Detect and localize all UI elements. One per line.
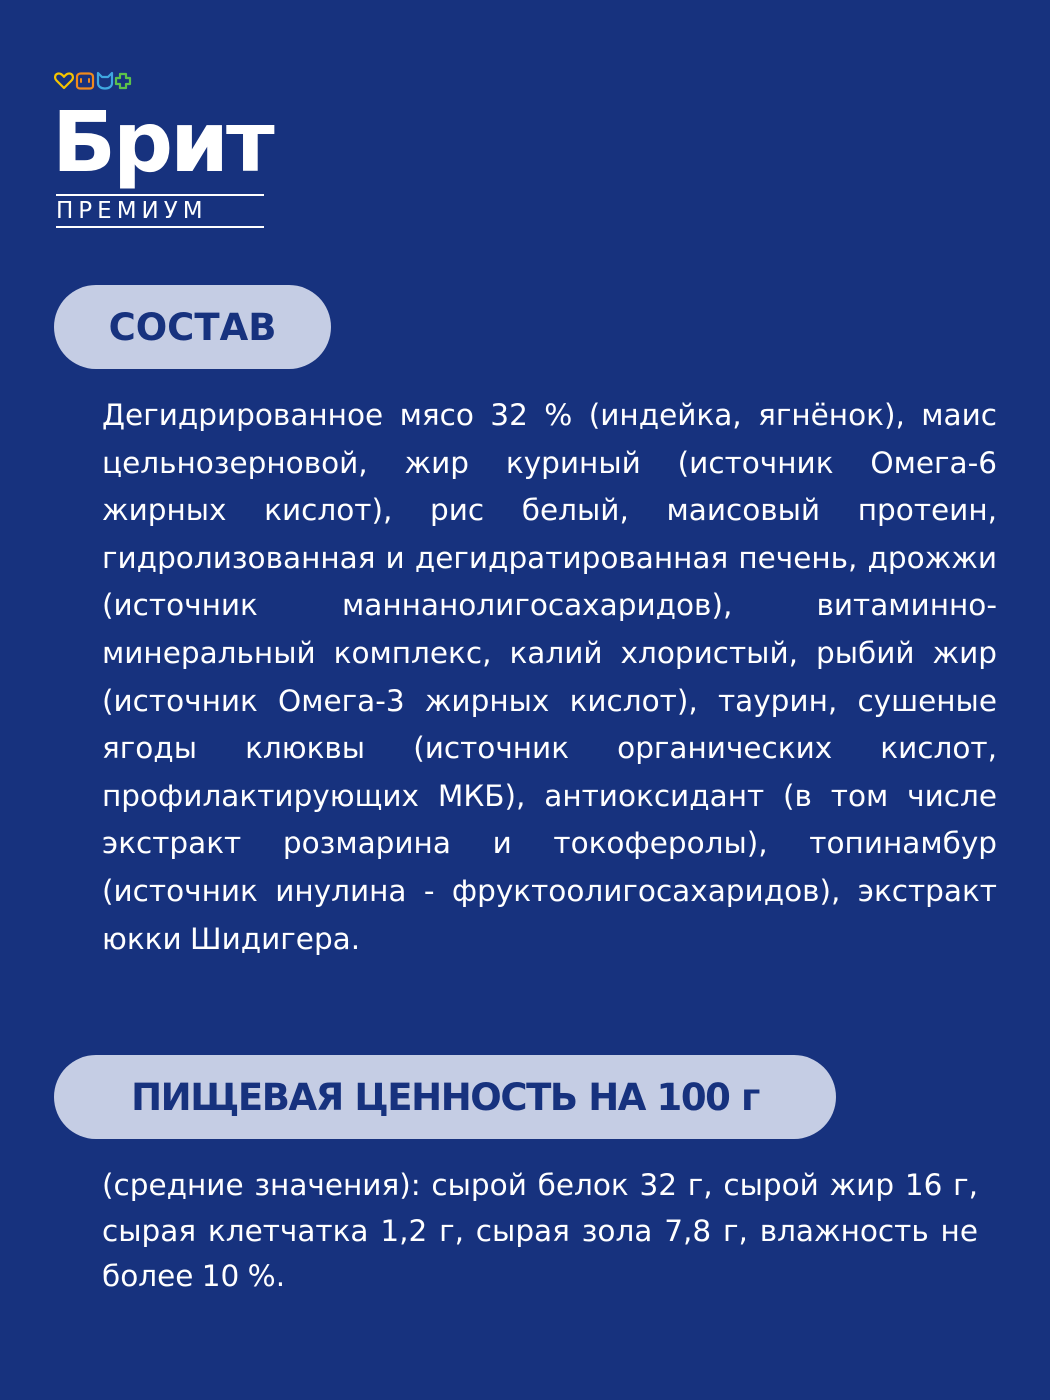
brand-logo <box>54 70 274 230</box>
composition-text: Дегидрированное мясо 32 % (индейка, ягнёнок), маис цельнозерновой, жир куриный (источник Омега-6 жирных кислот), рис белый, маисовый протеин, гидролизованная и дегидратированная печень, дрожжи (источник маннанолигосахаридов), витаминно-минеральный комплекс, калий хлористый, рыбий жир (источник Омега-3 жирных кислот), таурин, сушеные ягоды клюквы (источник органических кислот, профилактирующих МКБ), антиоксидант (в том числе экстракт розмарина и токоферолы), топинамбур (источник инулина - фруктоолигосахаридов), экстракт юкки Шидигера. <box>102 398 997 956</box>
brand-icons <box>54 70 144 92</box>
plus-icon <box>116 74 130 88</box>
composition-heading: СОСТАВ <box>108 305 277 349</box>
brand-divider-bottom <box>56 226 264 228</box>
nutrition-heading: ПИЩЕВАЯ ЦЕННОСТЬ НА 100 г <box>131 1075 759 1119</box>
composition-heading-badge <box>54 285 331 369</box>
cat-icon <box>98 73 112 89</box>
brand-subtitle: ПРЕМИУМ <box>56 198 208 224</box>
brand-name: Брит <box>52 93 272 191</box>
heart-icon <box>55 74 73 89</box>
nutrition-heading-badge <box>54 1055 836 1139</box>
nutrition-text: (средние значения): сырой белок 32 г, сырой жир 16 г, сырая клетчатка 1,2 г, сырая зола 7,8 г, влажность не более 10 %. <box>102 1168 978 1293</box>
brand-divider-top <box>56 194 264 196</box>
dog-icon <box>77 74 93 89</box>
